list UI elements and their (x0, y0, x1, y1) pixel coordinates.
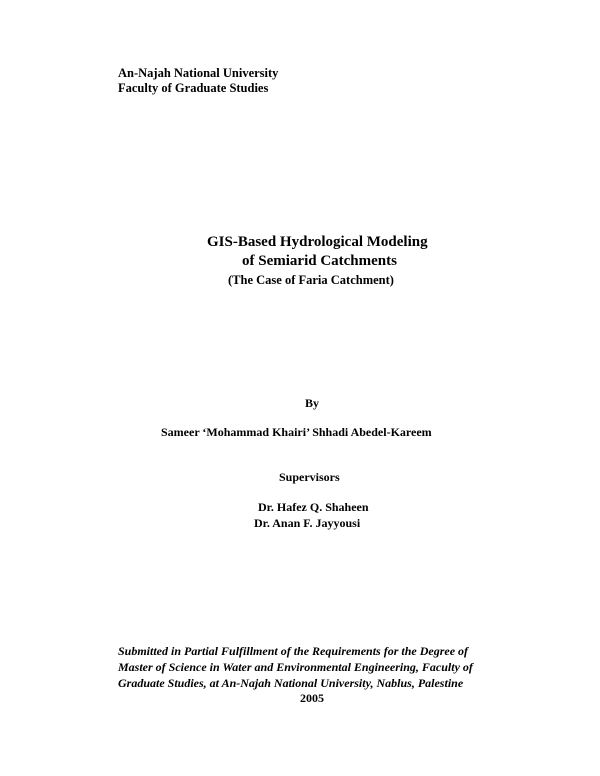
supervisor-name: Dr. Hafez Q. Shaheen (258, 500, 369, 514)
thesis-subtitle: (The Case of Faria Catchment) (228, 273, 394, 287)
submission-statement-line: Submitted in Partial Fulfillment of the Requirements for the Degree of (118, 644, 469, 658)
faculty-name: Faculty of Graduate Studies (118, 81, 269, 95)
submission-year: 2005 (300, 691, 324, 705)
submission-statement-line: Graduate Studies, at An-Najah National University, Nablus, Palestine (118, 676, 464, 690)
supervisor-name: Dr. Anan F. Jayyousi (254, 516, 361, 530)
thesis-title-line-2: of Semiarid Catchments (242, 253, 397, 269)
submission-statement-line: Master of Science in Water and Environmental Engineering, Faculty of (118, 660, 473, 674)
supervisors-heading: Supervisors (279, 470, 340, 484)
by-label: By (305, 396, 320, 410)
university-name: An-Najah National University (118, 66, 279, 80)
author-name: Sameer ‘Mohammad Khairi’ Shhadi Abedel-Kareem (161, 425, 432, 439)
thesis-title-line-1: GIS-Based Hydrological Modeling (207, 234, 428, 250)
